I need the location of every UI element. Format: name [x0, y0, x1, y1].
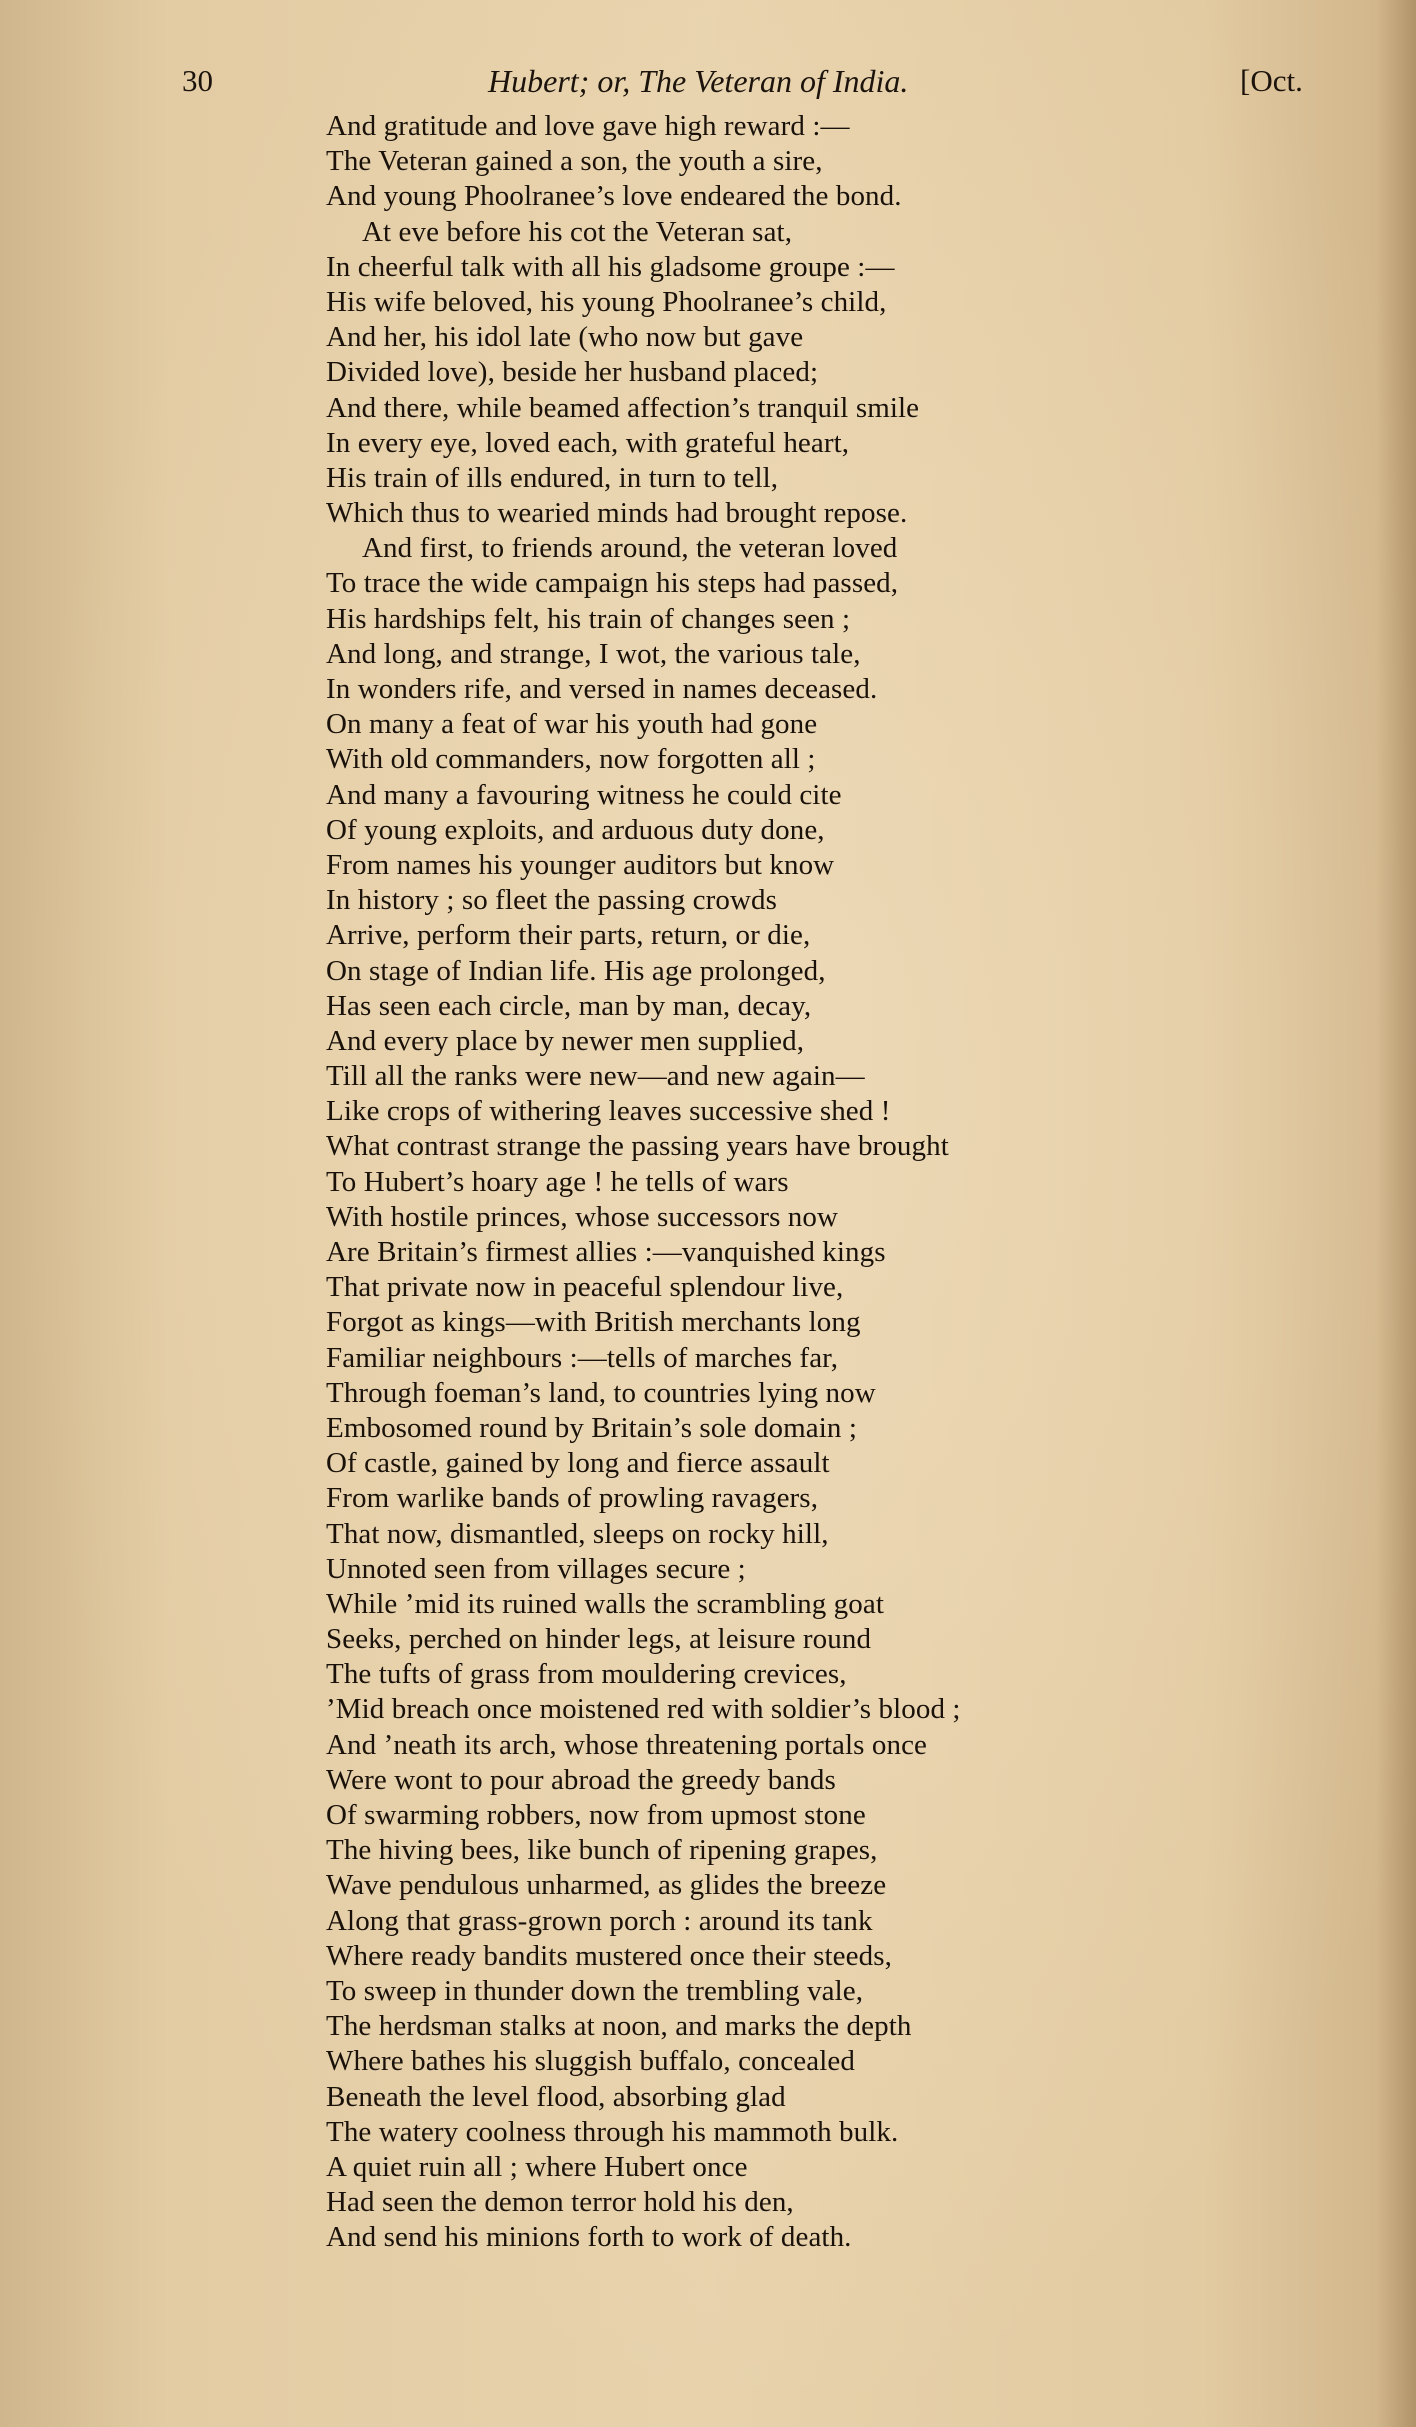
- verse-line: The Veteran gained a son, the youth a sire,: [326, 145, 823, 178]
- running-month: [Oct.: [1240, 63, 1303, 98]
- verse-line: Embosomed round by Britain’s sole domain ;: [326, 1411, 857, 1444]
- verse-line: At eve before his cot the Veteran sat,: [362, 215, 793, 248]
- verse-line: To sweep in thunder down the trembling vale,: [326, 1974, 864, 2007]
- verse-line: The watery coolness through his mammoth bulk.: [326, 2115, 899, 2148]
- verse-line: Through foeman’s land, to countries lying now: [326, 1376, 876, 1409]
- verse-line: While ’mid its ruined walls the scrambling goat: [326, 1587, 884, 1620]
- verse-line: That now, dismantled, sleeps on rocky hill,: [326, 1517, 829, 1550]
- verse-line: Had seen the demon terror hold his den,: [326, 2186, 794, 2219]
- verse-line: That private now in peaceful splendour live,: [326, 1271, 844, 1304]
- verse-line: And gratitude and love gave high reward :—: [326, 110, 850, 142]
- verse-line: Arrive, perform their parts, return, or die,: [326, 919, 811, 952]
- verse-line: Has seen each circle, man by man, decay,: [326, 989, 812, 1022]
- verse-line: The hiving bees, like bunch of ripening grapes,: [326, 1834, 878, 1867]
- verse-line: His train of ills endured, in turn to tell,: [326, 461, 779, 494]
- verse-line: Of young exploits, and arduous duty done,: [326, 813, 825, 846]
- running-head: [0, 56, 1416, 106]
- verse-line: Of castle, gained by long and fierce assault: [326, 1447, 830, 1480]
- verse-line: His wife beloved, his young Phoolranee’s child,: [326, 285, 887, 318]
- verse-line: With hostile princes, whose successors now: [326, 1200, 839, 1233]
- verse-line: And many a favouring witness he could cite: [326, 778, 842, 811]
- verse-line: The tufts of grass from mouldering crevices,: [326, 1658, 847, 1691]
- verse-line: Till all the ranks were new—and new again—: [326, 1060, 865, 1093]
- verse-line: And ’neath its arch, whose threatening portals once: [326, 1728, 928, 1761]
- verse-line: ’Mid breach once moistened red with soldier’s blood ;: [326, 1693, 961, 1726]
- verse-line: On stage of Indian life. His age prolonged,: [326, 954, 826, 987]
- verse-line: What contrast strange the passing years have brought: [326, 1130, 949, 1163]
- verse-line: And long, and strange, I wot, the various tale,: [326, 637, 861, 670]
- verse-line: Of swarming robbers, now from upmost stone: [326, 1799, 866, 1831]
- verse-line: Like crops of withering leaves successive shed !: [326, 1095, 891, 1128]
- verse-line: Familiar neighbours :—tells of marches far,: [326, 1341, 839, 1374]
- verse-line: In every eye, loved each, with grateful heart,: [326, 426, 850, 459]
- verse-line: Where ready bandits mustered once their steeds,: [326, 1939, 892, 1972]
- verse-line: From warlike bands of prowling ravagers,: [326, 1482, 819, 1515]
- verse-line: In cheerful talk with all his gladsome groupe :—: [326, 250, 895, 283]
- verse-line: And her, his idol late (who now but gave: [326, 321, 804, 354]
- verse-line: To trace the wide campaign his steps had passed,: [326, 567, 899, 600]
- verse-line: Are Britain’s firmest allies :—vanquished kings: [326, 1236, 886, 1268]
- page-number: 30: [182, 63, 213, 98]
- verse-line: And young Phoolranee’s love endeared the bond.: [326, 180, 902, 213]
- verse-line: On many a feat of war his youth had gone: [326, 708, 818, 741]
- verse-line: In history ; so fleet the passing crowds: [326, 884, 778, 917]
- verse-line: From names his younger auditors but know: [326, 848, 835, 881]
- verse-line: Forgot as kings—with British merchants long: [326, 1306, 861, 1339]
- poem-text: [326, 109, 1386, 2255]
- verse-line: Which thus to wearied minds had brought repose.: [326, 497, 908, 530]
- verse-line: And first, to friends around, the veteran loved: [362, 532, 898, 565]
- verse-line: And there, while beamed affection’s tranquil smile: [326, 391, 920, 424]
- verse-line: The herdsman stalks at noon, and marks the depth: [326, 2010, 912, 2043]
- verse-line: Where bathes his sluggish buffalo, concealed: [326, 2045, 855, 2078]
- verse-line: And every place by newer men supplied,: [326, 1024, 805, 1057]
- verse-line: Divided love), beside her husband placed;: [326, 356, 819, 389]
- running-title: Hubert; or, The Veteran of India.: [488, 63, 909, 99]
- verse-line: Were wont to pour abroad the greedy bands: [326, 1763, 836, 1796]
- verse-line: A quiet ruin all ; where Hubert once: [326, 2150, 748, 2183]
- verse-line: Beneath the level flood, absorbing glad: [326, 2080, 786, 2113]
- verse-line: Along that grass-grown porch : around its tank: [326, 1904, 873, 1937]
- verse-line: To Hubert’s hoary age ! he tells of wars: [326, 1165, 789, 1198]
- verse-line: With old commanders, now forgotten all ;: [326, 743, 816, 776]
- verse-line: In wonders rife, and versed in names deceased.: [326, 673, 878, 705]
- verse-line: And send his minions forth to work of death.: [326, 2221, 852, 2254]
- verse-line: Unnoted seen from villages secure ;: [326, 1552, 746, 1585]
- verse-line: Wave pendulous unharmed, as glides the breeze: [326, 1869, 887, 1902]
- verse-line: His hardships felt, his train of changes seen ;: [326, 602, 851, 635]
- verse-line: Seeks, perched on hinder legs, at leisure round: [326, 1623, 872, 1656]
